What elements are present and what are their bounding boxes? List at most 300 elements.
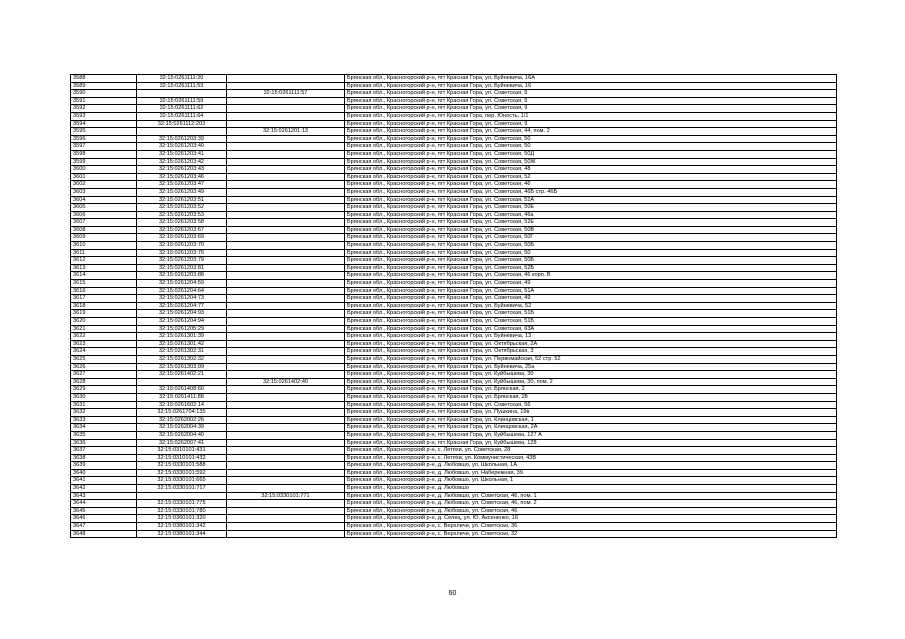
parent-cadastral-number-cell [227, 447, 345, 455]
address-cell: Брянская обл., Красногорский р-н, пгт Красная Гора, ул. Советская, 52 [345, 173, 837, 181]
cadastral-number-cell: 32:15:0261402:21 [137, 371, 227, 379]
parent-cadastral-number-cell [227, 280, 345, 288]
cadastral-number-cell: 32:15:0261111:64 [137, 112, 227, 120]
cadastral-number-cell: 32:15:0261111:62 [137, 105, 227, 113]
address-cell: Брянская обл., Красногорский р-н, пгт Красная Гора, ул. Буйневича, 13 [345, 333, 837, 341]
address-cell: Брянская обл., Красногорский р-н, пгт Красная Гора, ул. Октябрьская, 2А [345, 340, 837, 348]
row-number-cell: 3600 [71, 166, 137, 174]
row-number-cell: 3597 [71, 143, 137, 151]
cadastral-number-cell: 32:15:0261205:29 [137, 325, 227, 333]
cadastral-number-cell: 32:15:0330101:588 [137, 462, 227, 470]
parent-cadastral-number-cell [227, 507, 345, 515]
table-row [71, 500, 837, 508]
table-row [71, 90, 837, 98]
cadastral-number-cell: 32:15:0330101:717 [137, 485, 227, 493]
table-row [71, 112, 837, 120]
table-row [71, 393, 837, 401]
row-number-cell: 3637 [71, 447, 137, 455]
row-number-cell: 3623 [71, 340, 137, 348]
address-cell: Брянская обл., Красногорский р-н, пгт Красная Гора, ул. Советская, 49 [345, 295, 837, 303]
address-cell: Брянская обл., Красногорский р-н, пгт Красная Гора, ул. Брянская, 28 [345, 393, 837, 401]
cadastral-number-cell: 32:15:0262002:26 [137, 416, 227, 424]
cadastral-number-cell: 32:15:0261203:88 [137, 272, 227, 280]
table-row [71, 469, 837, 477]
parent-cadastral-number-cell [227, 158, 345, 166]
table-row [71, 173, 837, 181]
row-number-cell: 3614 [71, 272, 137, 280]
table-row [71, 280, 837, 288]
cadastral-number-cell: 32:15:0330101:665 [137, 477, 227, 485]
row-number-cell: 3598 [71, 150, 137, 158]
table-row [71, 386, 837, 394]
cadastral-number-cell: 32:15:0261204:77 [137, 302, 227, 310]
parent-cadastral-number-cell [227, 386, 345, 394]
table-row [71, 401, 837, 409]
address-cell: Брянская обл., Красногорский р-н, пгт Красная Гора, ул. Буйневича, 25а [345, 363, 837, 371]
parent-cadastral-number-cell [227, 272, 345, 280]
address-cell: Брянская обл., Красногорский р-н, пгт Красная Гора, ул. Клинцовская, 2А [345, 424, 837, 432]
parent-cadastral-number-cell [227, 219, 345, 227]
cadastral-number-cell: 32:15:0261203:53 [137, 211, 227, 219]
row-number-cell: 3631 [71, 401, 137, 409]
address-cell: Брянская обл., Красногорский р-н, пгт Красная Гора, ул. Пушкина, 19в [345, 409, 837, 417]
address-cell: Брянская обл., Красногорский р-н, пгт Красная Гора, ул. Советская, 50 [345, 249, 837, 257]
row-number-cell: 3636 [71, 439, 137, 447]
parent-cadastral-number-cell [227, 257, 345, 265]
cadastral-number-cell: 32:15:0261203:79 [137, 257, 227, 265]
row-number-cell: 3608 [71, 226, 137, 234]
address-cell: Брянская обл., Красногорский р-н, пгт Красная Гора, ул. Советская, 50 [345, 143, 837, 151]
row-number-cell: 3591 [71, 97, 137, 105]
cadastral-number-cell: 32:15:0261204:59 [137, 280, 227, 288]
table-row [71, 462, 837, 470]
parent-cadastral-number-cell [227, 363, 345, 371]
address-cell: Брянская обл., Красногорский р-н, д. Любовшо, ул. Советская, 46 [345, 507, 837, 515]
row-number-cell: 3622 [71, 333, 137, 341]
address-cell: Брянская обл., Красногорский р-н, пгт Красная Гора, ул. Октябрьская, 3 [345, 348, 837, 356]
row-number-cell: 3635 [71, 431, 137, 439]
table-row [71, 325, 837, 333]
row-number-cell: 3611 [71, 249, 137, 257]
table-row [71, 105, 837, 113]
table-row [71, 371, 837, 379]
row-number-cell: 3620 [71, 318, 137, 326]
address-cell: Брянская обл., Красногорский р-н, пгт Красная Гора, ул. Клинцовская, 1 [345, 416, 837, 424]
row-number-cell: 3610 [71, 242, 137, 250]
address-cell: Брянская обл., Красногорский р-н, пгт Красная Гора, ул. Куйбышева, 128 [345, 439, 837, 447]
row-number-cell: 3624 [71, 348, 137, 356]
cadastral-number-cell: 32:15:0261203:52 [137, 204, 227, 212]
row-number-cell: 3630 [71, 393, 137, 401]
parent-cadastral-number-cell [227, 234, 345, 242]
cadastral-number-cell: 32:15:0261203:39 [137, 135, 227, 143]
table-row [71, 143, 837, 151]
parent-cadastral-number-cell [227, 477, 345, 485]
cadastral-number-cell: 32:15:0261203:81 [137, 264, 227, 272]
table-row [71, 318, 837, 326]
cadastral-number-cell: 32:15:0261203:58 [137, 219, 227, 227]
address-cell: Брянская обл., Красногорский р-н, пгт Красная Гора, ул. Советская, 52Б [345, 264, 837, 272]
address-cell: Брянская обл., Красногорский р-н, пгт Красная Гора, ул. Советская, 51Б [345, 318, 837, 326]
address-cell: Брянская обл., Красногорский р-н, пгт Красная Гора, ул. Советская, 50Д [345, 150, 837, 158]
cadastral-number-cell [137, 90, 227, 98]
cadastral-number-cell: 32:15:0261111:59 [137, 97, 227, 105]
cadastral-number-cell: 32:15:0261203:49 [137, 188, 227, 196]
registry-table [70, 74, 837, 538]
table-row [71, 348, 837, 356]
parent-cadastral-number-cell [227, 196, 345, 204]
table-row [71, 515, 837, 523]
table-row [71, 82, 837, 90]
parent-cadastral-number-cell [227, 469, 345, 477]
parent-cadastral-number-cell [227, 82, 345, 90]
parent-cadastral-number-cell [227, 135, 345, 143]
page-number: 60 [448, 590, 457, 597]
cadastral-number-cell: 32:15:0330101:592 [137, 469, 227, 477]
address-cell: Брянская обл., Красногорский р-н, пгт Красная Гора, ул. Советская, 46а [345, 211, 837, 219]
parent-cadastral-number-cell [227, 226, 345, 234]
table-row [71, 523, 837, 531]
cadastral-number-cell: 32:15:0261203:51 [137, 196, 227, 204]
cadastral-number-cell: 32:15:0261203:69 [137, 234, 227, 242]
row-number-cell: 3618 [71, 302, 137, 310]
table-row [71, 310, 837, 318]
row-number-cell: 3588 [71, 75, 137, 83]
row-number-cell: 3626 [71, 363, 137, 371]
table-row [71, 447, 837, 455]
row-number-cell: 3644 [71, 500, 137, 508]
row-number-cell: 3592 [71, 105, 137, 113]
cadastral-number-cell: 32:15:0261302:32 [137, 355, 227, 363]
table-row [71, 272, 837, 280]
row-number-cell: 3612 [71, 257, 137, 265]
address-cell: Брянская обл., Красногорский р-н, д. Любовшо, ул. Советская, 46, пом. 1 [345, 492, 837, 500]
row-number-cell: 3648 [71, 530, 137, 538]
address-cell: Брянская обл., Красногорский р-н, пгт Красная Гора, ул. Советская, 50Е [345, 204, 837, 212]
address-cell: Брянская обл., Красногорский р-н, пгт Красная Гора, ул. Советская, 44, пом. 2 [345, 128, 837, 136]
address-cell: Брянская обл., Красногорский р-н, пгт Красная Гора, ул. Советская, 63А [345, 325, 837, 333]
row-number-cell: 3646 [71, 515, 137, 523]
cadastral-number-cell: 32:15:0261203:47 [137, 181, 227, 189]
parent-cadastral-number-cell [227, 150, 345, 158]
address-cell: Брянская обл., Красногорский р-н, с. Летяхи, ул. Коммунистическая, 43В [345, 454, 837, 462]
cadastral-number-cell: 32:15:0261203:46 [137, 173, 227, 181]
row-number-cell: 3615 [71, 280, 137, 288]
cadastral-number-cell: 32:15:0261112:203 [137, 120, 227, 128]
row-number-cell: 3604 [71, 196, 137, 204]
address-cell: Брянская обл., Красногорский р-н, д. Любовшо [345, 485, 837, 493]
row-number-cell: 3625 [71, 355, 137, 363]
address-cell: Брянская обл., Красногорский р-н, с. Верхличи, ул. Советская, 32 [345, 530, 837, 538]
address-cell: Брянская обл., Красногорский р-н, пгт Красная Гора, ул. Советская, 50Ж [345, 158, 837, 166]
table-row [71, 181, 837, 189]
cadastral-number-cell: 32:15:0330101:775 [137, 500, 227, 508]
address-cell: Брянская обл., Красногорский р-н, пгт Красная Гора, ул. Советская, 50 [345, 135, 837, 143]
table-row [71, 75, 837, 83]
row-number-cell: 3609 [71, 234, 137, 242]
table-row [71, 424, 837, 432]
address-cell: Брянская обл., Красногорский р-н, пгт Красная Гора, ул. Советская, 46Б стр. 46Б [345, 188, 837, 196]
table-row [71, 302, 837, 310]
cadastral-number-cell: 32:15:0261203:67 [137, 226, 227, 234]
address-cell: Брянская обл., Красногорский р-н, пгт Красная Гора, ул. Советская, 9 [345, 97, 837, 105]
parent-cadastral-number-cell [227, 105, 345, 113]
address-cell: Брянская обл., Красногорский р-н, д. Любовшо, ул. Школьная, 1А [345, 462, 837, 470]
parent-cadastral-number-cell [227, 120, 345, 128]
cadastral-number-cell [137, 492, 227, 500]
table-row [71, 120, 837, 128]
cadastral-number-cell: 32:15:0261203:43 [137, 166, 227, 174]
table-row [71, 477, 837, 485]
parent-cadastral-number-cell: 32:15:0261111:57 [227, 90, 345, 98]
cadastral-number-cell: 32:15:0261203:70 [137, 242, 227, 250]
parent-cadastral-number-cell [227, 439, 345, 447]
table-row [71, 439, 837, 447]
table-row [71, 264, 837, 272]
cadastral-number-cell: 32:15:0261301:39 [137, 333, 227, 341]
row-number-cell: 3589 [71, 82, 137, 90]
parent-cadastral-number-cell [227, 454, 345, 462]
parent-cadastral-number-cell [227, 515, 345, 523]
table-row [71, 188, 837, 196]
row-number-cell: 3632 [71, 409, 137, 417]
parent-cadastral-number-cell [227, 249, 345, 257]
parent-cadastral-number-cell [227, 204, 345, 212]
row-number-cell: 3645 [71, 507, 137, 515]
address-cell: Брянская обл., Красногорский р-н, пгт Красная Гора, ул. Советская, 49 [345, 280, 837, 288]
address-cell: Брянская обл., Красногорский р-н, пгт Красная Гора, ул. Куйбышева, 30 [345, 371, 837, 379]
row-number-cell: 3633 [71, 416, 137, 424]
cadastral-number-cell: 32:15:0261602:14 [137, 401, 227, 409]
cadastral-number-cell: 32:15:0261111:53 [137, 82, 227, 90]
row-number-cell: 3601 [71, 173, 137, 181]
parent-cadastral-number-cell: 32:15:0261402:40 [227, 378, 345, 386]
cadastral-number-cell: 32:15:0380101:342 [137, 523, 227, 531]
cadastral-number-cell: 32:15:0262004:39 [137, 424, 227, 432]
row-number-cell: 3599 [71, 158, 137, 166]
cadastral-number-cell: 32:15:0310101:432 [137, 454, 227, 462]
address-cell: Брянская обл., Красногорский р-н, пгт Красная Гора, ул. Первомайская, 52 стр. 52 [345, 355, 837, 363]
cadastral-number-cell: 32:15:0261203:40 [137, 143, 227, 151]
address-cell: Брянская обл., Красногорский р-н, пгт Красная Гора, ул. Советская, 52Е [345, 219, 837, 227]
cadastral-number-cell: 32:15:0380101:344 [137, 530, 227, 538]
parent-cadastral-number-cell [227, 485, 345, 493]
parent-cadastral-number-cell [227, 310, 345, 318]
table-row [71, 507, 837, 515]
address-cell: Брянская обл., Красногорский р-н, пгт Красная Гора, ул. Брянская, 2 [345, 386, 837, 394]
table-row [71, 211, 837, 219]
cadastral-number-cell: 32:15:0261111:20 [137, 75, 227, 83]
parent-cadastral-number-cell [227, 264, 345, 272]
parent-cadastral-number-cell [227, 333, 345, 341]
address-cell: Брянская обл., Красногорский р-н, пгт Красная Гора, ул. Буйневича, 16 [345, 82, 837, 90]
table-row [71, 287, 837, 295]
address-cell: Брянская обл., Красногорский р-н, пгт Красная Гора, пер. Юность, 1/1 [345, 112, 837, 120]
table-row [71, 431, 837, 439]
address-cell: Брянская обл., Красногорский р-н, пгт Красная Гора, ул. Советская, 50Б [345, 242, 837, 250]
address-cell: Брянская обл., Красногорский р-н, пгт Красная Гора, ул. Советская, 46 [345, 181, 837, 189]
parent-cadastral-number-cell [227, 409, 345, 417]
parent-cadastral-number-cell [227, 462, 345, 470]
parent-cadastral-number-cell [227, 242, 345, 250]
address-cell: Брянская обл., Красногорский р-н, пгт Красная Гора, ул. Буйневича, 16А [345, 75, 837, 83]
table-row [71, 492, 837, 500]
address-cell: Брянская обл., Красногорский р-н, пгт Красная Гора, ул. Советская, 52А [345, 196, 837, 204]
address-cell: Брянская обл., Красногорский р-н, пгт Красная Гора, ул. Советская, 46 корп. В [345, 272, 837, 280]
row-number-cell: 3606 [71, 211, 137, 219]
parent-cadastral-number-cell [227, 318, 345, 326]
address-cell: Брянская обл., Красногорский р-н, пгт Красная Гора, ул. Советская, 56 [345, 401, 837, 409]
row-number-cell: 3647 [71, 523, 137, 531]
row-number-cell: 3643 [71, 492, 137, 500]
parent-cadastral-number-cell [227, 340, 345, 348]
cadastral-number-cell: 32:15:0261204:93 [137, 310, 227, 318]
cadastral-number-cell: 32:15:0262004:40 [137, 431, 227, 439]
row-number-cell: 3605 [71, 204, 137, 212]
address-cell: Брянская обл., Красногорский р-н, с. Летяхи, ул. Советская, 28 [345, 447, 837, 455]
table-row [71, 485, 837, 493]
parent-cadastral-number-cell [227, 287, 345, 295]
address-cell: Брянская обл., Красногорский р-н, пгт Красная Гора, ул. Советская, 51А [345, 287, 837, 295]
row-number-cell: 3603 [71, 188, 137, 196]
parent-cadastral-number-cell [227, 295, 345, 303]
row-number-cell: 3613 [71, 264, 137, 272]
table-row [71, 196, 837, 204]
row-number-cell: 3594 [71, 120, 137, 128]
table-row [71, 295, 837, 303]
cadastral-number-cell [137, 128, 227, 136]
table-row [71, 128, 837, 136]
parent-cadastral-number-cell: 32:15:0261201:13 [227, 128, 345, 136]
table-row [71, 204, 837, 212]
table-row [71, 234, 837, 242]
parent-cadastral-number-cell [227, 181, 345, 189]
parent-cadastral-number-cell [227, 166, 345, 174]
parent-cadastral-number-cell [227, 393, 345, 401]
table-row [71, 158, 837, 166]
address-cell: Брянская обл., Красногорский р-н, с. Верхличи, ул. Советская, 36 [345, 523, 837, 531]
row-number-cell: 3628 [71, 378, 137, 386]
address-cell: Брянская обл., Красногорский р-н, пгт Красная Гора, ул. Куйбышева, 127 А [345, 431, 837, 439]
address-cell: Брянская обл., Красногорский р-н, пгт Красная Гора, ул. Советская, 9 [345, 90, 837, 98]
cadastral-number-cell: 32:15:0261303:99 [137, 363, 227, 371]
cadastral-number-cell: 32:15:0330101:780 [137, 507, 227, 515]
table-row [71, 363, 837, 371]
row-number-cell: 3627 [71, 371, 137, 379]
parent-cadastral-number-cell [227, 523, 345, 531]
address-cell: Брянская обл., Красногорский р-н, пгт Красная Гора, ул. Советская, 51Б [345, 310, 837, 318]
parent-cadastral-number-cell [227, 112, 345, 120]
parent-cadastral-number-cell [227, 371, 345, 379]
cadastral-number-cell: 32:15:0261301:42 [137, 340, 227, 348]
cadastral-number-cell: 32:15:0261203:41 [137, 150, 227, 158]
parent-cadastral-number-cell [227, 431, 345, 439]
address-cell: Брянская обл., Красногорский р-н, пгт Красная Гора, ул. Куйбышева, 30, пом. 2 [345, 378, 837, 386]
cadastral-number-cell: 32:15:0261704:135 [137, 409, 227, 417]
parent-cadastral-number-cell [227, 302, 345, 310]
row-number-cell: 3640 [71, 469, 137, 477]
table-row [71, 454, 837, 462]
row-number-cell: 3607 [71, 219, 137, 227]
table-row [71, 530, 837, 538]
parent-cadastral-number-cell [227, 530, 345, 538]
cadastral-number-cell: 32:15:0261408:60 [137, 386, 227, 394]
cadastral-number-cell: 32:15:0310101:431 [137, 447, 227, 455]
address-cell: Брянская обл., Красногорский р-н, пгт Красная Гора, ул. Советская, 50В [345, 226, 837, 234]
row-number-cell: 3619 [71, 310, 137, 318]
parent-cadastral-number-cell [227, 188, 345, 196]
table-row [71, 416, 837, 424]
cadastral-number-cell: 32:15:0261302:31 [137, 348, 227, 356]
parent-cadastral-number-cell [227, 424, 345, 432]
row-number-cell: 3639 [71, 462, 137, 470]
cadastral-number-cell: 32:15:0262007:41 [137, 439, 227, 447]
row-number-cell: 3602 [71, 181, 137, 189]
table-row [71, 249, 837, 257]
address-cell: Брянская обл., Красногорский р-н, пгт Красная Гора, ул. Советская, 50Г [345, 234, 837, 242]
parent-cadastral-number-cell [227, 500, 345, 508]
cadastral-number-cell [137, 378, 227, 386]
parent-cadastral-number-cell [227, 211, 345, 219]
row-number-cell: 3621 [71, 325, 137, 333]
address-cell: Брянская обл., Красногорский р-н, пгт Красная Гора, ул. Советская, 50Б [345, 257, 837, 265]
table-row [71, 340, 837, 348]
address-cell: Брянская обл., Красногорский р-н, д. Селец, ул. Ю. Аксененко, 16 [345, 515, 837, 523]
cadastral-number-cell: 32:15:0261204:73 [137, 295, 227, 303]
address-cell: Брянская обл., Красногорский р-н, пгт Красная Гора, ул. Советская, 9 [345, 120, 837, 128]
parent-cadastral-number-cell [227, 325, 345, 333]
row-number-cell: 3616 [71, 287, 137, 295]
table-row [71, 257, 837, 265]
cadastral-number-cell: 32:15:0261411:88 [137, 393, 227, 401]
parent-cadastral-number-cell [227, 348, 345, 356]
address-cell: Брянская обл., Красногорский р-н, пгт Красная Гора, ул. Советская, 48 [345, 166, 837, 174]
table-row [71, 166, 837, 174]
table-row [71, 97, 837, 105]
cadastral-number-cell: 32:15:0261203:42 [137, 158, 227, 166]
row-number-cell: 3642 [71, 485, 137, 493]
cadastral-number-cell: 32:15:0261204:64 [137, 287, 227, 295]
row-number-cell: 3634 [71, 424, 137, 432]
row-number-cell: 3617 [71, 295, 137, 303]
table-row [71, 219, 837, 227]
parent-cadastral-number-cell [227, 173, 345, 181]
row-number-cell: 3590 [71, 90, 137, 98]
row-number-cell: 3638 [71, 454, 137, 462]
address-cell: Брянская обл., Красногорский р-н, пгт Красная Гора, ул. Советская, 9 [345, 105, 837, 113]
cadastral-number-cell: 32:15:0360101:320 [137, 515, 227, 523]
row-number-cell: 3596 [71, 135, 137, 143]
table-row [71, 355, 837, 363]
row-number-cell: 3629 [71, 386, 137, 394]
table-row [71, 226, 837, 234]
parent-cadastral-number-cell [227, 97, 345, 105]
table-row [71, 150, 837, 158]
parent-cadastral-number-cell [227, 75, 345, 83]
address-cell: Брянская обл., Красногорский р-н, д. Любовшо, ул. Советская, 46, пом. 2 [345, 500, 837, 508]
row-number-cell: 3641 [71, 477, 137, 485]
cadastral-number-cell: 32:15:0261204:94 [137, 318, 227, 326]
cadastral-number-cell: 32:15:0261203:76 [137, 249, 227, 257]
parent-cadastral-number-cell [227, 416, 345, 424]
registry-table-body [71, 75, 837, 538]
table-row [71, 333, 837, 341]
table-row [71, 135, 837, 143]
parent-cadastral-number-cell [227, 143, 345, 151]
parent-cadastral-number-cell: 32:15:0330101:771 [227, 492, 345, 500]
address-cell: Брянская обл., Красногорский р-н, пгт Красная Гора, ул. Буйневича, 52 [345, 302, 837, 310]
row-number-cell: 3595 [71, 128, 137, 136]
